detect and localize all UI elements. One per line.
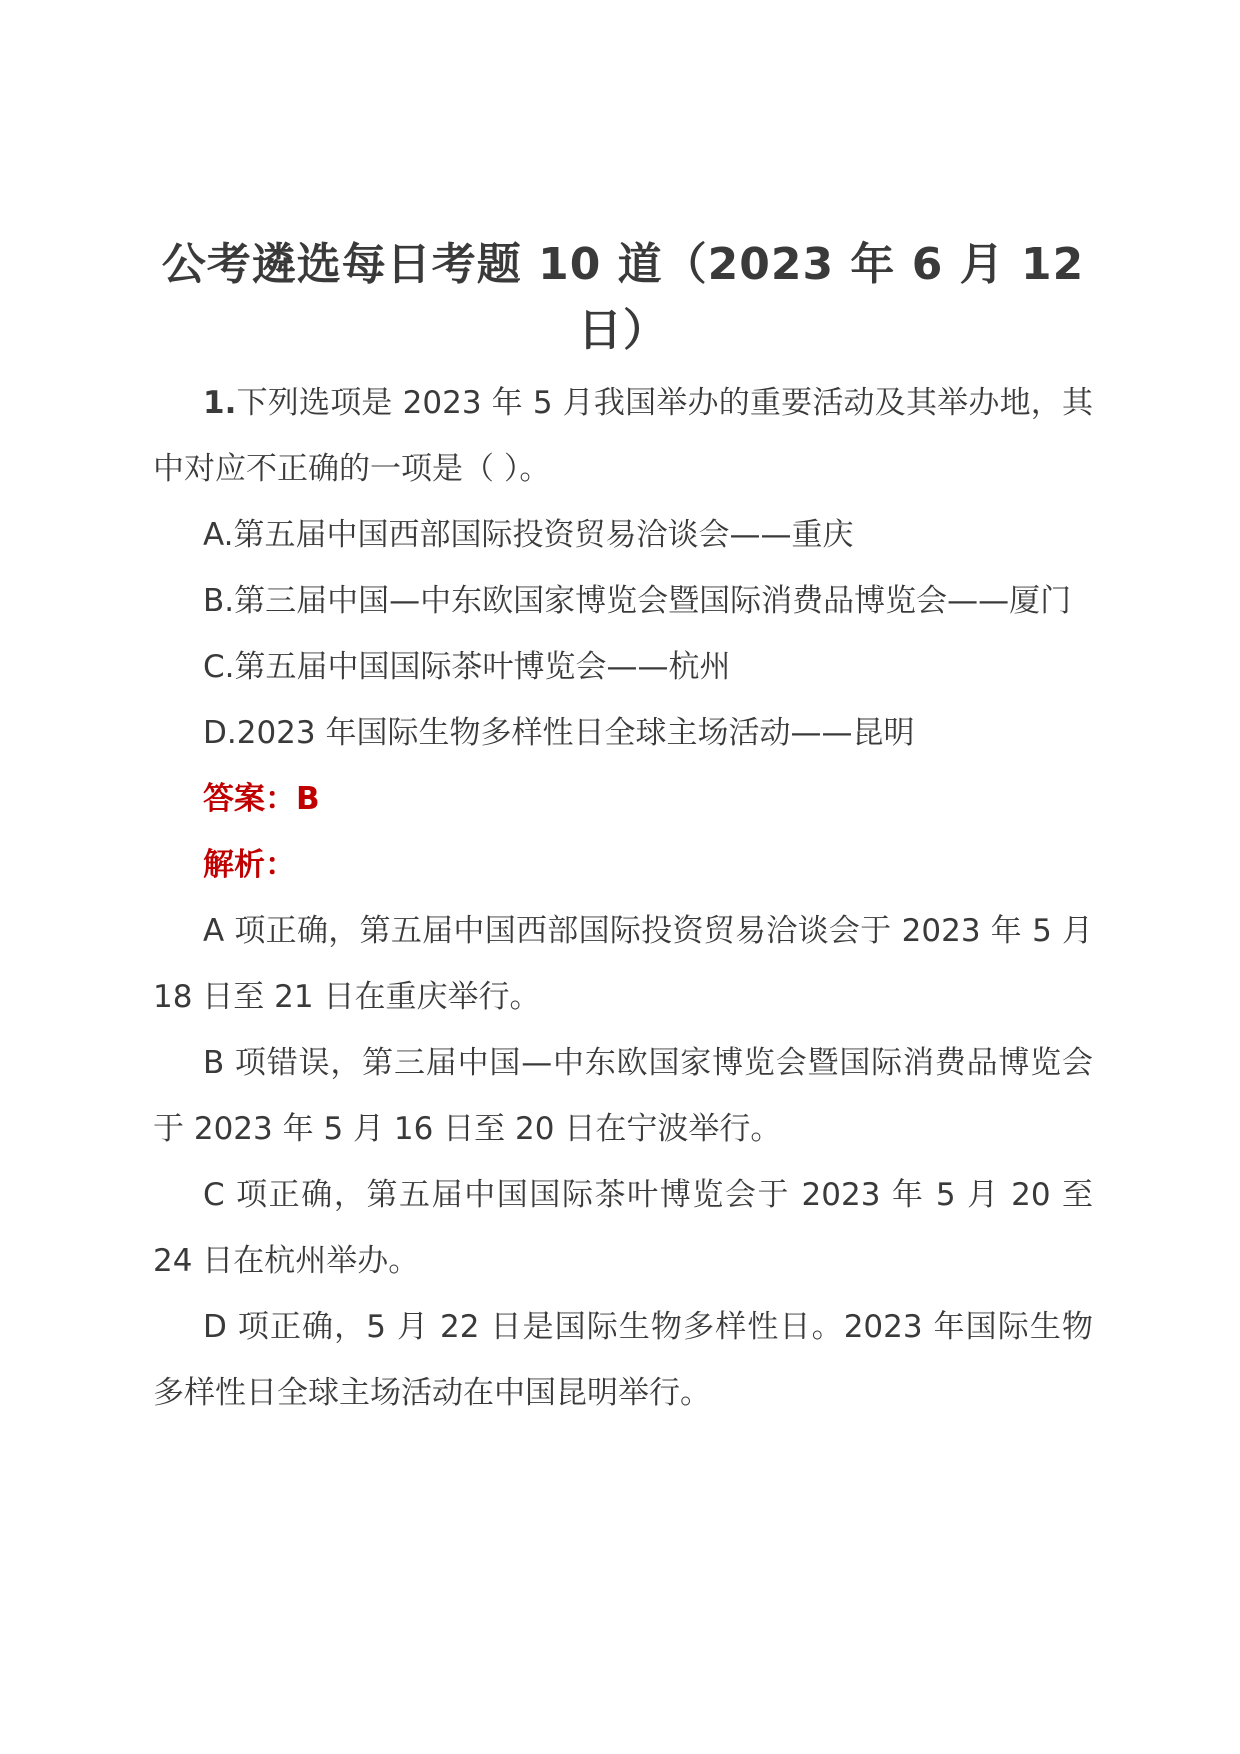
option-c: C.第五届中国国际茶叶博览会——杭州: [203, 649, 731, 685]
question-stem: [153, 370, 1093, 502]
analysis-d: D 项正确，5 月 22 日是国际生物多样性日。2023 年国际生物多样性日全球主场活动在中国昆明举行。: [153, 1309, 1093, 1411]
question-text: 下列选项是 2023 年 5 月我国举办的重要活动及其举办地，其中对应不正确的一项是（ ）。: [153, 385, 1093, 487]
answer-line: 答案：B: [203, 781, 320, 817]
document-page: [153, 232, 1093, 1426]
option-b: B.第三届中国—中东欧国家博览会暨国际消费品博览会——厦门: [203, 583, 1072, 619]
question-number: 1.: [203, 385, 237, 421]
document-title: 公考遴选每日考题 10 道（2023 年 6 月 12 日）: [161, 239, 1085, 356]
analysis-label: 解析：: [203, 847, 296, 883]
option-a: A.第五届中国西部国际投资贸易洽谈会——重庆: [203, 517, 854, 553]
option-d: D.2023 年国际生物多样性日全球主场活动——昆明: [203, 715, 915, 751]
analysis-c: C 项正确，第五届中国国际茶叶博览会于 2023 年 5 月 20 至 24 日在杭州举办。: [153, 1177, 1093, 1279]
analysis-a: A 项正确，第五届中国西部国际投资贸易洽谈会于 2023 年 5 月 18 日至 21 日在重庆举行。: [153, 913, 1093, 1015]
analysis-b: B 项错误，第三届中国—中东欧国家博览会暨国际消费品博览会于 2023 年 5 月 16 日至 20 日在宁波举行。: [153, 1045, 1093, 1147]
